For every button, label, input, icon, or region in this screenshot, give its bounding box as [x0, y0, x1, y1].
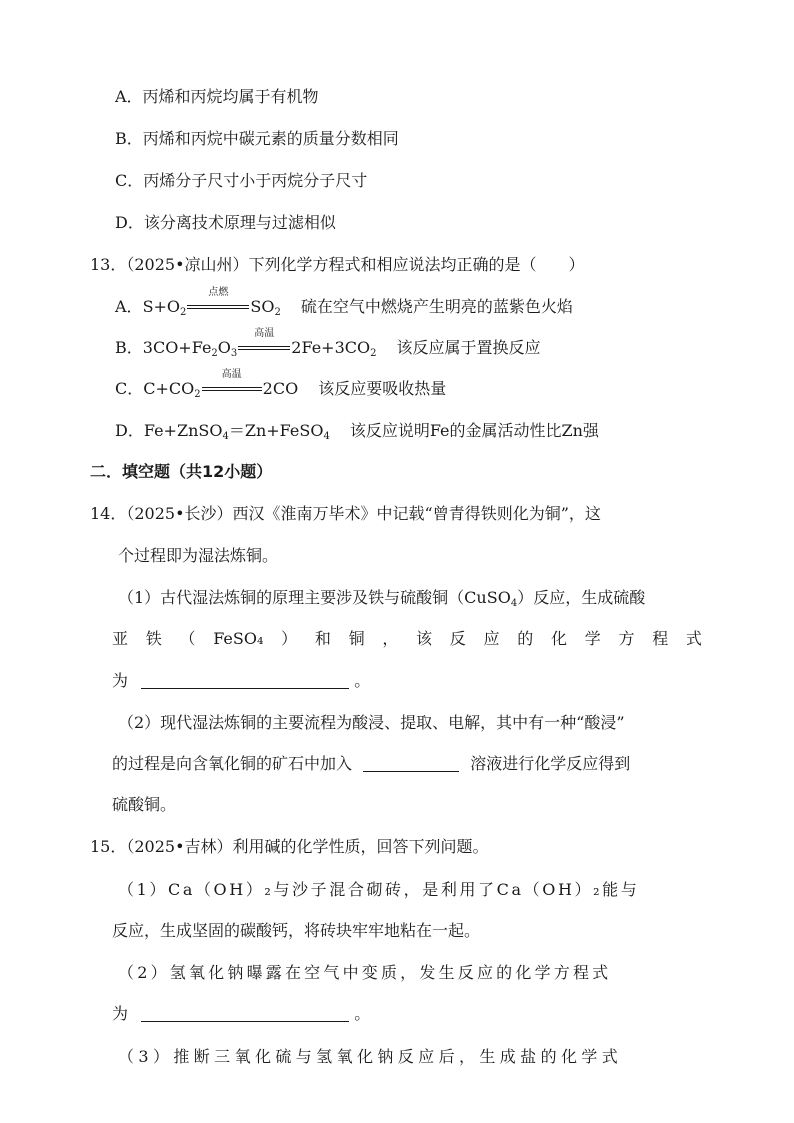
subscript: 3: [230, 348, 238, 359]
q14-part1-text-end: ）反应，生成硫酸: [517, 588, 646, 607]
answer-blank[interactable]: [141, 1005, 349, 1022]
equation-lhs: C+CO: [143, 379, 195, 398]
answer-prefix: 为: [112, 1004, 129, 1023]
char: 式: [685, 629, 702, 648]
q13-option-a: [115, 287, 573, 318]
q12-option-b: B．丙烯和丙烷中碳元素的质量分数相同: [115, 129, 399, 148]
q12-option-a: A．丙烯和丙烷均属于有机物: [115, 87, 319, 106]
reaction-condition: 高温: [254, 328, 275, 339]
equation-rhs: ＝Zn+FeSO: [228, 421, 324, 440]
equation-lhs: 3CO+Fe: [142, 338, 212, 357]
answer-suffix: 。: [354, 671, 371, 690]
q14-stem-line2: 个过程即为湿法炼铜。: [118, 546, 279, 565]
equation-lhs: O: [217, 338, 231, 357]
char: 化: [550, 629, 567, 648]
option-label: C．: [115, 379, 144, 398]
char: 和: [314, 629, 331, 648]
reaction-arrow: [238, 328, 290, 355]
subscript: 2: [180, 307, 187, 318]
char: 学: [584, 629, 601, 648]
q15-stem: 15．（2025•吉林）利用碱的化学性质，回答下列问题。: [90, 837, 489, 856]
option-description: 该反应属于置换反应: [396, 338, 541, 357]
q15-part1-line2: 反应，生成坚固的碳酸钙，将砖块牢牢地粘在一起。: [112, 921, 481, 940]
char: （: [179, 629, 196, 648]
q13-option-d: [115, 420, 599, 442]
char: 方: [618, 629, 635, 648]
char: 程: [652, 629, 669, 648]
subscript: 2: [370, 348, 377, 359]
char: 的: [517, 629, 534, 648]
q14-stem-line1: 14．（2025•长沙）西汉《淮南万毕术》中记载“曾青得铁则化为铜”，这: [90, 504, 601, 523]
answer-blank[interactable]: [363, 755, 459, 772]
q14-part2-line2: [112, 753, 630, 775]
option-label: A．: [115, 297, 143, 316]
answer-suffix: 。: [354, 1004, 371, 1023]
q14-part2-text: 的过程是向含氧化铜的矿石中加入: [112, 754, 353, 773]
q14-part1-line1: [118, 587, 645, 609]
q15-part2-line2: [112, 1003, 370, 1025]
answer-prefix: 为: [112, 671, 129, 690]
q13-stem: 13．（2025•凉山州）下列化学方程式和相应说法均正确的是（ ）: [90, 255, 585, 274]
char: 应: [483, 629, 500, 648]
reaction-condition: 点燃: [208, 287, 229, 298]
char: ）: [281, 629, 298, 648]
option-description: 硫在空气中燃烧产生明亮的蓝紫色火焰: [300, 297, 573, 316]
subscript: 2: [194, 389, 201, 400]
answer-blank[interactable]: [141, 672, 349, 689]
equation-rhs: 2CO: [262, 379, 299, 398]
equation-rhs: 2Fe+3CO: [291, 338, 371, 357]
q15-part3-line1: （3）推断三氧化硫与氢氧化钠反应后，生成盐的化学式: [118, 1047, 623, 1066]
subscript: 4: [510, 598, 518, 609]
equation-rhs: SO: [250, 297, 275, 316]
q15-part1-line1: （1）Ca（OH）₂与沙子混合砌砖，是利用了Ca（OH）₂能与: [118, 880, 640, 899]
q13-option-c: [115, 369, 447, 400]
char: 该: [416, 629, 433, 648]
q13-option-b: [115, 328, 541, 359]
option-description: 该反应要吸收热量: [318, 379, 447, 398]
char: 亚: [112, 629, 129, 648]
q14-part1-line2: [112, 628, 702, 650]
q14-part1-line3: [112, 670, 370, 692]
option-label: D．: [115, 421, 144, 440]
option-description: 该反应说明Fe的金属活动性比Zn强: [349, 421, 599, 440]
q14-part2-line1: （2）现代湿法炼铜的主要流程为酸浸、提取、电解，其中有一种“酸浸”: [118, 713, 625, 732]
reaction-arrow: [202, 369, 262, 396]
q12-option-c: C．丙烯分子尺寸小于丙烷分子尺寸: [115, 171, 368, 190]
char: ，: [382, 629, 399, 648]
reaction-condition: 高温: [221, 369, 242, 380]
reaction-arrow: [187, 287, 249, 314]
subscript: 2: [274, 307, 281, 318]
q14-part2-text-end: 溶液进行化学反应得到: [470, 754, 631, 773]
section-heading: 二．填空题（共12小题）: [90, 462, 273, 481]
char: 铜: [348, 629, 365, 648]
char: 反: [449, 629, 466, 648]
equation-lhs: Fe+ZnSO: [143, 421, 223, 440]
char: 铁: [145, 629, 162, 648]
q12-option-d: D．该分离技术原理与过滤相似: [115, 213, 336, 232]
q14-part2-line3: 硫酸铜。: [112, 795, 177, 814]
equation-lhs: S+O: [142, 297, 181, 316]
formula: FeSO₄: [213, 629, 264, 648]
subscript: 2: [211, 348, 218, 359]
q14-part1-text: （1）古代湿法炼铜的原理主要涉及铁与硫酸铜（CuSO: [118, 588, 511, 607]
subscript: 4: [222, 431, 229, 442]
q15-part2-line1: （2）氢氧化钠曝露在空气中变质，发生反应的化学方程式: [118, 963, 612, 982]
option-label: B．: [115, 338, 143, 357]
subscript: 4: [323, 431, 330, 442]
